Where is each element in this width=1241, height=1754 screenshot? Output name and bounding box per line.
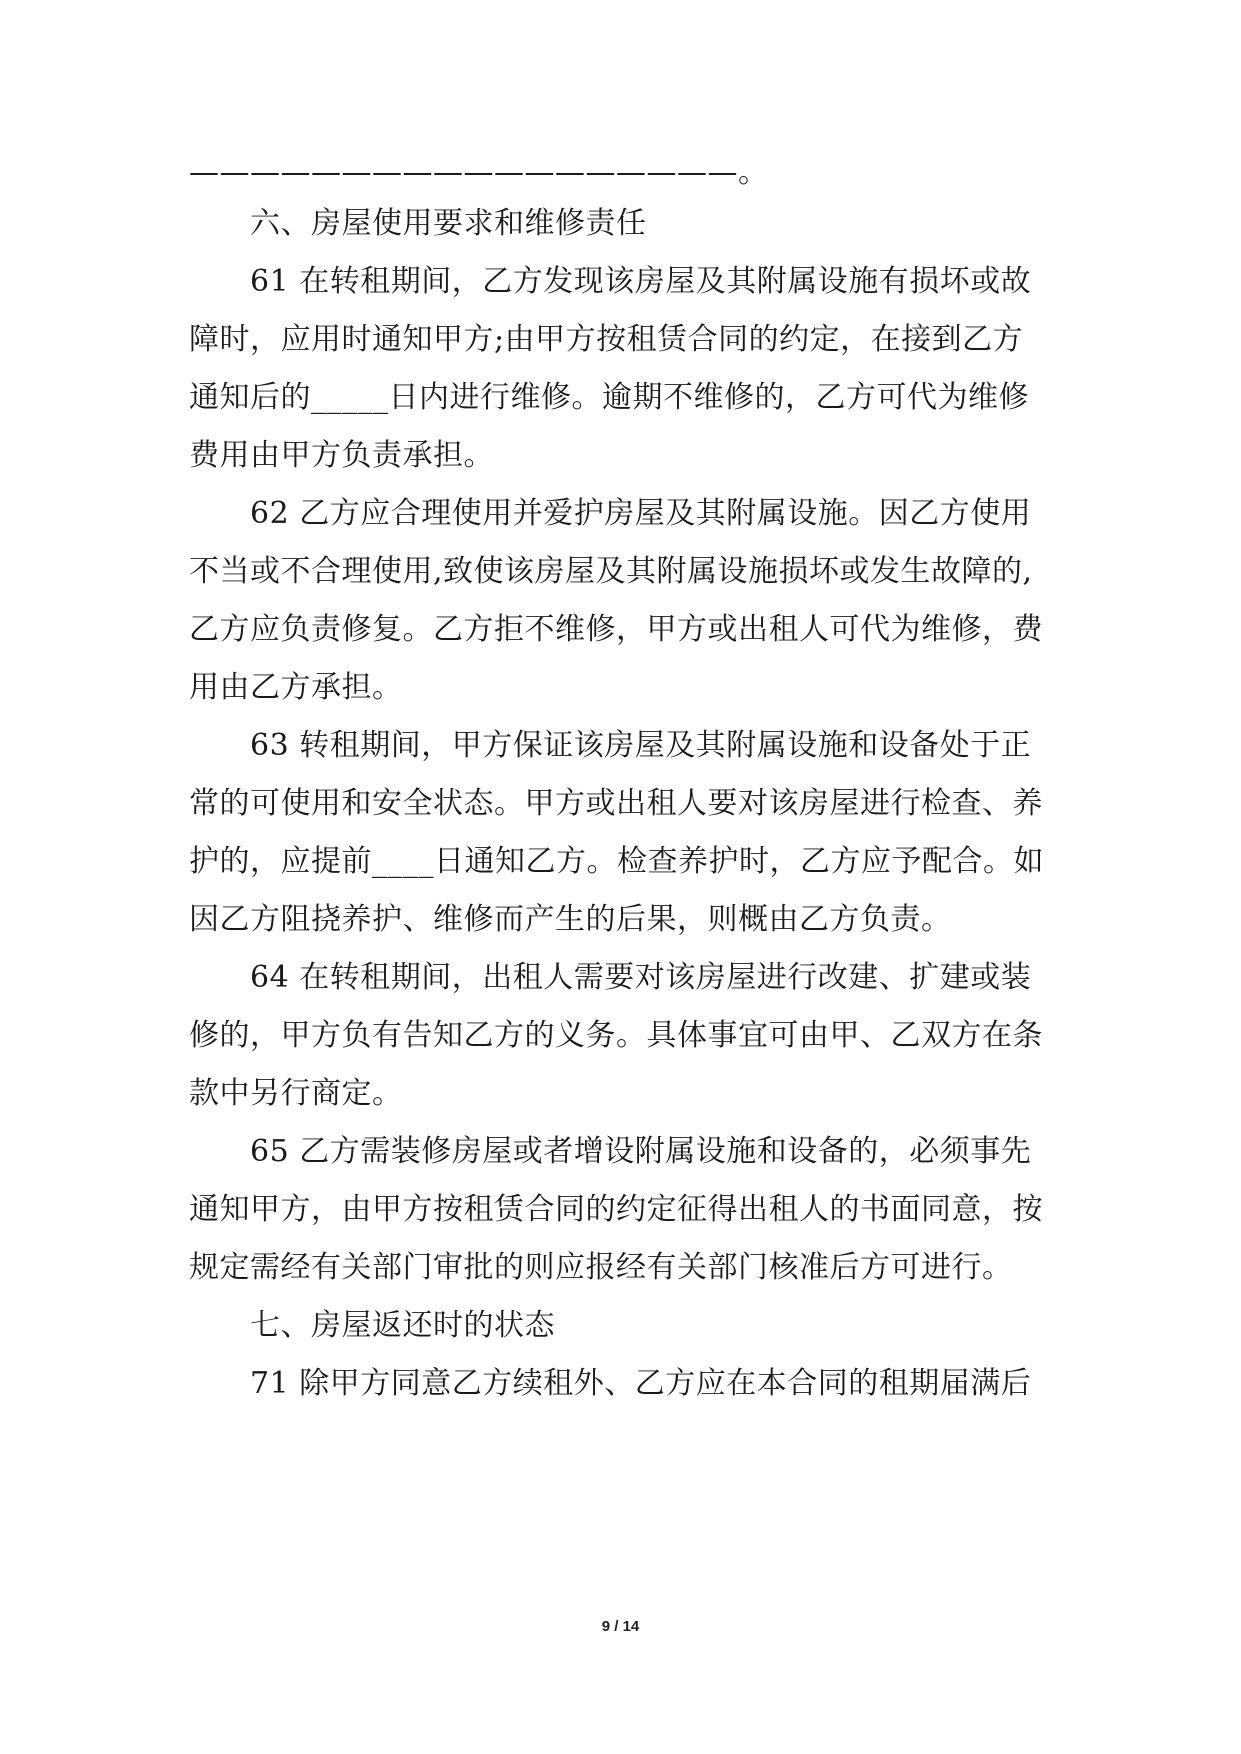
document-page [189,0,1059,1754]
clause-6-2-line-4: 用由乙方承担。 [189,670,403,705]
clause-6-4-line-2: 修的，甲方负有告知乙方的义务。具体事宜可由甲、乙双方在条 [189,1018,1043,1053]
clause-6-3-line-1: 63 转租期间，甲方保证该房屋及其附属设施和设备处于正 [250,728,1032,763]
clause-6-1-line-1: 61 在转租期间，乙方发现该房屋及其附属设施有损坏或故 [250,264,1032,299]
page-number: 9 / 14 [601,1618,640,1635]
clause-6-5-line-2: 通知甲方，由甲方按租赁合同的约定征得出租人的书面同意，按 [189,1192,1043,1227]
clause-6-1-line-2: 障时，应用时通知甲方;由甲方按租赁合同的约定，在接到乙方 [189,322,1024,357]
clause-6-3-line-2: 常的可使用和安全状态。甲方或出租人要对该房屋进行检查、养 [189,786,1043,821]
clause-6-3-line-3: 护的，应提前____日通知乙方。检查养护时，乙方应予配合。如 [189,844,1044,879]
clause-6-5-line-3: 规定需经有关部门审批的则应报经有关部门核准后方可进行。 [189,1250,1013,1285]
clause-6-5-line-1: 65 乙方需装修房屋或者增设附属设施和设备的，必须事先 [250,1134,1032,1169]
clause-6-2-line-3: 乙方应负责修复。乙方拒不维修，甲方或出租人可代为维修，费 [189,612,1043,647]
clause-6-3-line-4: 因乙方阻挠养护、维修而产生的后果，则概由乙方负责。 [189,902,952,937]
section-heading-6: 六、房屋使用要求和维修责任 [250,206,647,241]
clause-6-2-line-2: 不当或不合理使用,致使该房屋及其附属设施损坏或发生故障的, [189,554,1033,589]
blank-underline-line: ——————————————————。 [189,155,769,190]
clause-7-1-line-1: 71 除甲方同意乙方续租外、乙方应在本合同的租期届满后 [250,1366,1032,1401]
clause-6-4-line-1: 64 在转租期间，出租人需要对该房屋进行改建、扩建或装 [250,960,1032,995]
clause-6-1-line-4: 费用由甲方负责承担。 [189,438,494,473]
section-heading-7: 七、房屋返还时的状态 [250,1308,555,1343]
clause-6-4-line-3: 款中另行商定。 [189,1076,403,1111]
clause-6-1-line-3: 通知后的_____日内进行维修。逾期不维修的，乙方可代为维修 [189,380,1029,415]
clause-6-2-line-1: 62 乙方应合理使用并爱护房屋及其附属设施。因乙方使用 [250,496,1032,531]
